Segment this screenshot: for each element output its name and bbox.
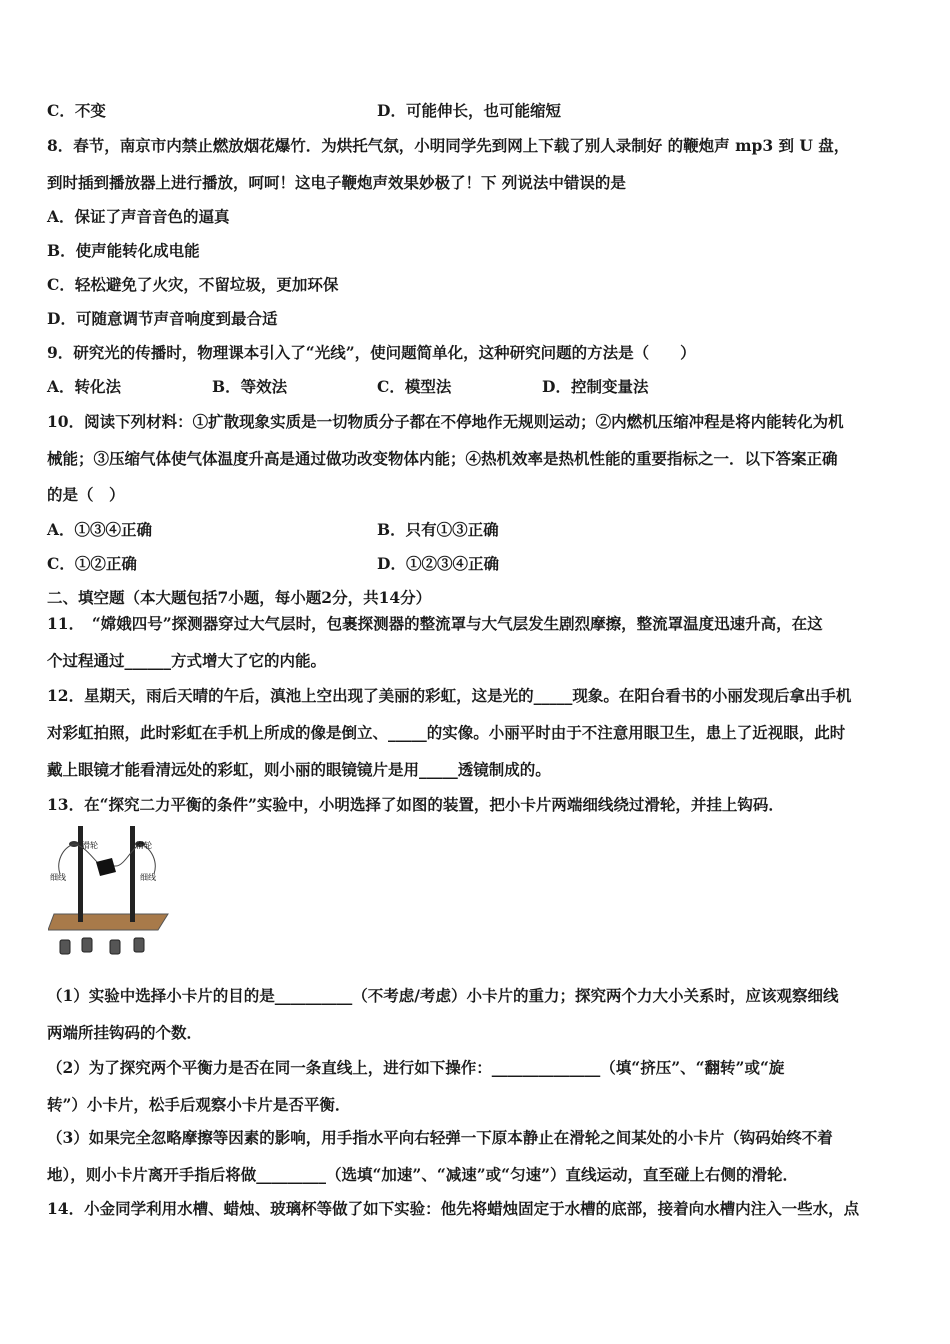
card (96, 858, 116, 876)
q10-option-b: B．只有①③正确 (377, 520, 499, 539)
base-board (48, 914, 168, 930)
string-label-left: 细线 (50, 873, 66, 882)
q13-stem: 13．在“探究二力平衡的条件”实验中，小明选择了如图的装置，把小卡片两端细线绕过滑轮，并挂上钩码． (47, 795, 784, 814)
q13-part1-line1: （1）实验中选择小卡片的目的是__________（不考虑/考虑）小卡片的重力；探究两个力大小关系时，应该观察细线 (47, 986, 839, 1005)
right-stand (130, 826, 135, 922)
q12-line1: 12．星期天，雨后天晴的午后，滇池上空出现了美丽的彩虹，这是光的_____现象。在阳台看书的小丽发现后拿出手机 (47, 686, 852, 705)
pulley-label-left: 滑轮 (82, 841, 98, 850)
q7-option-d: D．可能伸长，也可能缩短 (377, 101, 561, 120)
q13-part3-line2: 地），则小卡片离开手指后将做_________（选填“加速”、“减速”或“匀速”）直线运动，直至碰上右侧的滑轮． (47, 1165, 798, 1184)
q9-stem: 9．研究光的传播时，物理课本引入了“光线”，使问题简单化，这种研究问题的方法是（ ） (47, 343, 696, 362)
q9-option-a: A．转化法 (47, 377, 122, 396)
q8-stem-line2: 到时插到播放器上进行播放，呵呵！这电子鞭炮声效果妙极了！下 列说法中错误的是 (47, 173, 626, 192)
q9-option-b: B．等效法 (212, 377, 288, 396)
pulley-apparatus-figure (48, 822, 170, 960)
q8-option-b: B．使声能转化成电能 (47, 241, 200, 260)
q13-part3-line1: （3）如果完全忽略摩擦等因素的影响，用手指水平向右轻弹一下原本静止在滑轮之间某处的小卡片（钩码始终不着 (47, 1128, 833, 1147)
q11-line1: 11． “嫦娥四号”探测器穿过大气层时，包裹探测器的整流罩与大气层发生剧烈摩擦，整流罩温度迅速升高，在这 (47, 614, 823, 633)
q9-option-c: C．模型法 (377, 377, 452, 396)
q8-option-c: C．轻松避免了火灾，不留垃圾，更加环保 (47, 275, 339, 294)
weight-4 (134, 938, 144, 952)
q11-line2: 个过程通过______方式增大了它的内能。 (47, 651, 327, 670)
q13-part2-line1: （2）为了探究两个平衡力是否在同一条直线上，进行如下操作：______________（填“挤压”、“翻转”或“旋 (47, 1058, 785, 1077)
weight-2 (82, 938, 92, 952)
q10-option-a: A．①③④正确 (47, 520, 153, 539)
q13-part1-line2: 两端所挂钩码的个数． (47, 1023, 203, 1042)
q9-option-d: D．控制变量法 (542, 377, 649, 396)
weight-1 (60, 940, 70, 954)
string-label-right: 细线 (140, 873, 156, 882)
q8-option-d: D．可随意调节声音响度到最合适 (47, 309, 278, 328)
pulley-label-right: 滑轮 (136, 841, 152, 850)
q10-option-d: D．①②③④正确 (377, 554, 499, 573)
q10-option-c: C．①②正确 (47, 554, 137, 573)
section-heading: 二、填空题（本大题包括7小题，每小题2分，共14分） (47, 588, 432, 607)
weight-3 (110, 940, 120, 954)
q10-stem-line2: 械能；③压缩气体使气体温度升高是通过做功改变物体内能；④热机效率是热机性能的重要指标之一．以下答案正确 (47, 449, 838, 468)
q10-stem-line1: 10．阅读下列材料：①扩散现象实质是一切物质分子都在不停地作无规则运动；②内燃机压缩冲程是将内能转化为机 (47, 412, 844, 431)
q12-line3: 戴上眼镜才能看清远处的彩虹，则小丽的眼镜镜片是用_____透镜制成的。 (47, 760, 551, 779)
q14-line1: 14．小金同学利用水槽、蜡烛、玻璃杯等做了如下实验：他先将蜡烛固定于水槽的底部，接着向水槽内注入一些水，点 (47, 1199, 860, 1218)
q8-stem-line1: 8．春节，南京市内禁止燃放烟花爆竹．为烘托气氛，小明同学先到网上下载了别人录制好 的鞭炮声 mp3 到 U 盘， (47, 136, 850, 155)
q10-stem-line3: 的是（ ） (47, 485, 125, 504)
q7-option-c: C．不变 (47, 101, 106, 120)
q12-line2: 对彩虹拍照，此时彩虹在手机上所成的像是倒立、_____的实像。小丽平时由于不注意用眼卫生，患上了近视眼，此时 (47, 723, 846, 742)
q8-option-a: A．保证了声音音色的逼真 (47, 207, 230, 226)
q13-part2-line2: 转”）小卡片，松手后观察小卡片是否平衡． (47, 1095, 351, 1114)
